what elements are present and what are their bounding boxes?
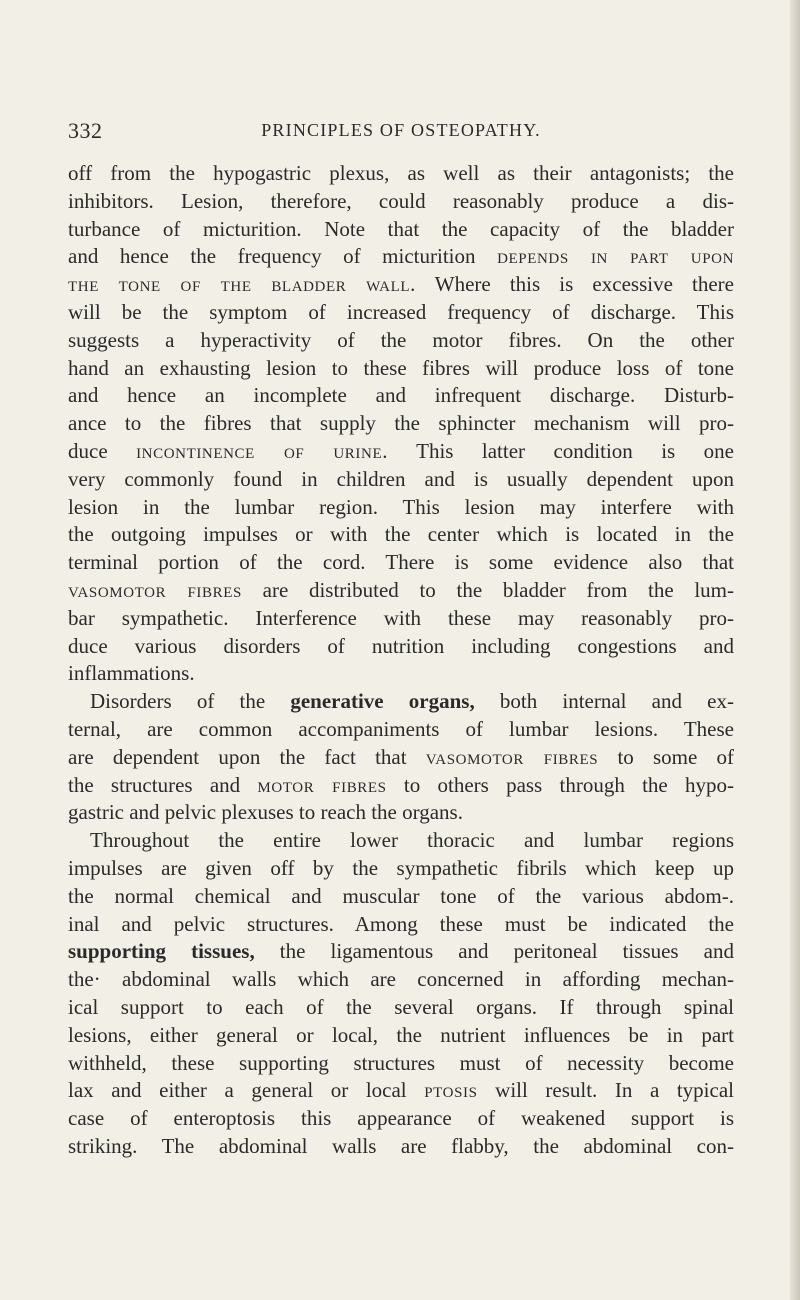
text-run: both internal and ex- (474, 689, 734, 714)
text-run: inhibitors. Lesion, therefore, could reasonably produce a dis- (68, 188, 734, 213)
text-run: impulses are given off by the sympathetic fibrils which keep up (68, 855, 734, 880)
small-caps-term: vasomotor fibres (425, 744, 599, 769)
text-run: suggests a hyperactivity of the motor fibres. On the other (68, 327, 734, 352)
text-run: lesion in the lumbar region. This lesion may interfere with (68, 494, 734, 519)
text-line (68, 605, 734, 633)
text-line (68, 1077, 734, 1105)
text-line (68, 772, 734, 800)
text-run: to some of (598, 744, 734, 769)
text-run: are dependent upon the fact that (68, 744, 426, 769)
text-run: the outgoing impulses or with the center which is located in the (68, 522, 734, 547)
page-number: 332 (68, 118, 103, 143)
small-caps-term: incontinence of urine. (136, 438, 389, 463)
text-run: turbance of micturition. Note that the capacity of the bladder (68, 216, 734, 241)
text-run: striking. The abdominal walls are flabby, the abdominal con- (68, 1133, 734, 1158)
text-line (68, 577, 734, 605)
running-title: PRINCIPLES OF OSTEOPATHY. (261, 120, 541, 140)
text-line (68, 994, 734, 1022)
text-run: to others pass through the hypo- (386, 772, 734, 797)
small-caps-term: ptosis (424, 1078, 478, 1103)
text-run: ical support to each of the several organs. If through spinal (68, 994, 734, 1019)
text-run: bar sympathetic. Interference with these may reasonably pro- (68, 605, 734, 630)
text-line (68, 911, 734, 939)
text-run: are distributed to the bladder from the lum- (241, 577, 734, 602)
text-line (68, 160, 734, 188)
small-caps-term: motor fibres (257, 772, 387, 797)
text-run: This latter condition is one (388, 438, 734, 463)
text-line (68, 716, 734, 744)
body-text (68, 160, 734, 1161)
small-caps-term: depends in part upon (497, 244, 734, 269)
text-line (68, 855, 734, 883)
text-run: Where this is excessive there (416, 272, 734, 297)
text-line (68, 382, 734, 410)
bold-term: generative organs, (290, 689, 475, 714)
text-line (68, 883, 734, 911)
text-line (68, 243, 734, 271)
text-line (68, 327, 734, 355)
page-edge-shadow (790, 0, 800, 1300)
text-line (68, 1105, 734, 1133)
text-run: the ligamentous and peritoneal tissues and (254, 939, 734, 964)
small-caps-term: the tone of the bladder wall. (68, 272, 416, 297)
text-run: very commonly found in children and is usually dependent upon (68, 466, 734, 491)
text-run: lesions, either general or local, the nutrient influences be in part (68, 1022, 734, 1047)
text-line (68, 1133, 734, 1161)
text-run: withheld, these supporting structures must of necessity become (68, 1050, 734, 1075)
text-run: case of enteroptosis this appearance of weakened support is (68, 1106, 734, 1131)
text-line (68, 660, 734, 688)
text-run: ternal, are common accompaniments of lumbar lesions. These (68, 716, 734, 741)
text-line (68, 355, 734, 383)
text-line (68, 494, 734, 522)
text-line (68, 633, 734, 661)
text-line (68, 299, 734, 327)
text-run: the· abdominal walls which are concerned in affording mechan- (68, 967, 734, 992)
text-line (68, 410, 734, 438)
text-line (68, 271, 734, 299)
text-line (68, 1050, 734, 1078)
text-run: will be the symptom of increased frequency of discharge. This (68, 299, 734, 324)
bold-term: supporting tissues, (68, 939, 255, 964)
text-run: duce various disorders of nutrition including congestions and (68, 633, 734, 658)
text-run: inflammations. (68, 661, 195, 686)
running-head (68, 118, 734, 142)
text-run: and hence the frequency of micturition (68, 244, 498, 269)
text-run: will result. In a typical (477, 1078, 734, 1103)
text-line (68, 188, 734, 216)
text-line (68, 938, 734, 966)
text-run: duce (68, 438, 137, 463)
text-run: and hence an incomplete and infrequent discharge. Disturb- (68, 383, 734, 408)
text-run: Disorders of the (90, 689, 291, 714)
text-line (68, 466, 734, 494)
text-line (68, 744, 734, 772)
text-line (68, 521, 734, 549)
text-line (68, 827, 734, 855)
text-line (68, 549, 734, 577)
text-run: ance to the fibres that supply the sphincter mechanism will pro- (68, 411, 734, 436)
text-line (68, 216, 734, 244)
text-run: off from the hypogastric plexus, as well as their antagonists; the (68, 161, 734, 185)
text-run: Throughout the entire lower thoracic and lumbar regions (90, 828, 734, 853)
text-run: inal and pelvic structures. Among these must be indicated the (68, 911, 734, 936)
text-run: gastric and pelvic plexuses to reach the organs. (68, 800, 463, 825)
text-line (68, 966, 734, 994)
text-line (68, 1022, 734, 1050)
text-line (68, 688, 734, 716)
text-line (68, 799, 734, 827)
small-caps-term: vasomotor fibres (68, 577, 242, 602)
text-run: hand an exhausting lesion to these fibres will produce loss of tone (68, 355, 734, 380)
text-run: the normal chemical and muscular tone of the various abdom-. (68, 883, 734, 908)
text-run: lax and either a general or local (68, 1078, 425, 1103)
text-line (68, 438, 734, 466)
text-run: the structures and (68, 772, 258, 797)
text-run: terminal portion of the cord. There is some evidence also that (68, 550, 734, 575)
